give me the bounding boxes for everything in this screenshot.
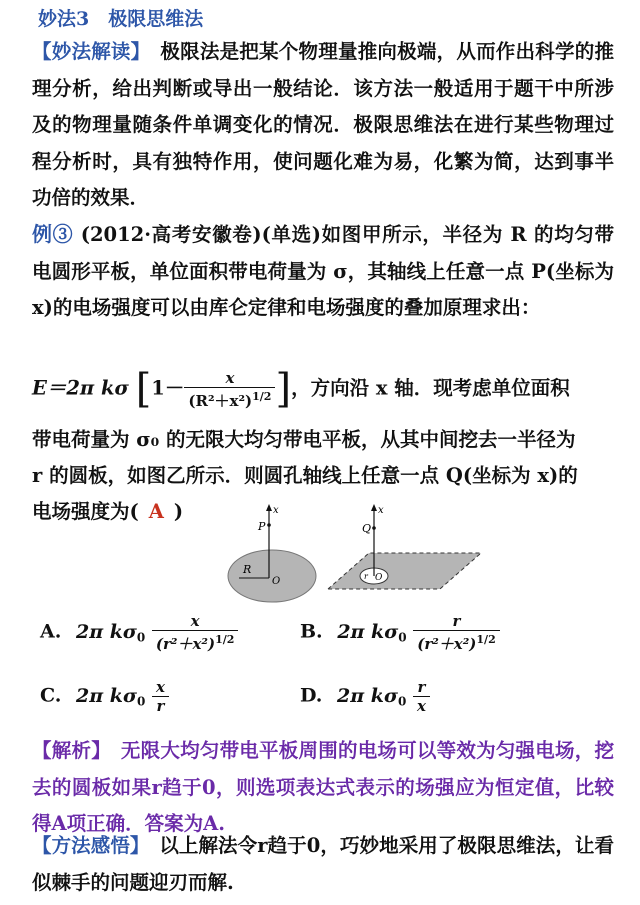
formula-line: [32, 366, 570, 412]
left-axis-label: x: [273, 505, 279, 516]
right-axis-arrow: [371, 504, 377, 511]
section-title: 妙法3 极限思维法: [38, 8, 204, 30]
formula-bracket-left: [: [135, 366, 152, 412]
option-c-num: x: [155, 678, 165, 696]
example-intro: [32, 216, 614, 327]
option-c-den: r: [152, 696, 169, 715]
formula-exp: 1/2: [252, 389, 272, 403]
left-origin-label: O: [272, 576, 281, 587]
option-b-exp: 1/2: [476, 633, 496, 646]
option-b-sub: 0: [398, 630, 407, 645]
option-c-coef: 2π kσ: [76, 684, 137, 707]
insight-tag: 【方法感悟】: [32, 834, 140, 857]
insight-block: [32, 828, 614, 901]
reading-tag: 【妙法解读】: [32, 40, 141, 63]
formula-bracket-right: ]: [275, 366, 292, 412]
question-stem: 电场强度为(: [32, 500, 139, 523]
figure-left: [228, 504, 316, 602]
option-d-num: r: [417, 678, 426, 696]
hole-radius-label: r: [364, 572, 368, 581]
option-d-coef: 2π kσ: [337, 684, 398, 707]
option-a-den: (r²＋x²): [155, 635, 216, 653]
right-axis-label: x: [378, 505, 384, 516]
point-p-dot: [267, 523, 271, 527]
reading-text: 极限法是把某个物理量推向极端，从而作出科学的推理分析，给出判断或导出一般结论．该方法一般适用于题干中所涉及的物理量随条件单调变化的情况．极限思维法在进行某些物理过程分析时，具有独特作用，使问题化难为易，化繁为简，达到事半功倍的效果．: [32, 40, 614, 209]
answer-mark: A: [148, 500, 164, 523]
analysis-tag: 【解析】: [32, 739, 102, 762]
option-a-num: x: [190, 612, 200, 630]
formula-one: 1－: [151, 376, 185, 400]
analysis-block: [32, 733, 614, 843]
option-d-fraction: [413, 678, 430, 715]
example-line-3: r 的圆板，如图乙所示．则圆孔轴线上任意一点 Q(坐标为 x)的: [32, 464, 578, 487]
radius-label: R: [243, 563, 252, 576]
option-a-fraction: [152, 612, 239, 653]
example-line-2: 带电荷量为 σ₀ 的无限大均匀带电平板，从其中间挖去一半径为: [32, 428, 576, 451]
option-d-den: x: [413, 696, 430, 715]
option-b[interactable]: [300, 612, 500, 653]
method-reading: [32, 34, 614, 217]
option-c-fraction: [152, 678, 169, 715]
option-d-sub: 0: [397, 694, 407, 709]
option-b-num: r: [452, 612, 461, 630]
infinite-plate: [328, 553, 481, 589]
example-label: 例③: [32, 222, 74, 246]
option-c-label: C.: [40, 684, 62, 707]
point-q-label: Q: [362, 522, 372, 535]
option-a[interactable]: [40, 612, 238, 653]
left-axis-arrow: [266, 504, 272, 511]
option-d[interactable]: [300, 678, 430, 715]
option-b-coef: 2π kσ: [337, 620, 399, 643]
option-a-coef: 2π kσ: [75, 620, 137, 643]
insight-text: 以上解法令r趋于0，巧妙地采用了极限思维法，让看似棘手的问题迎刃而解.: [32, 834, 614, 894]
option-b-den: (r²＋x²): [417, 635, 477, 653]
point-p-label: P: [258, 520, 266, 533]
formula-num: x: [225, 368, 235, 387]
option-a-label: A.: [40, 620, 62, 643]
option-b-fraction: [413, 612, 500, 653]
option-a-exp: 1/2: [215, 633, 235, 646]
figure-diagram: [225, 500, 575, 610]
example-line-4: [32, 496, 183, 524]
question-close: ): [173, 500, 184, 523]
formula-den: (R²＋x²): [188, 391, 253, 410]
analysis-text: 无限大均匀带电平板周围的电场可以等效为匀强电场，挖去的圆板如果r趋于0，则选项表达式表示的场强应为恒定值，比较得A项正确．答案为A.: [32, 739, 614, 835]
option-a-sub: 0: [136, 630, 146, 645]
right-origin-label: O: [375, 573, 383, 583]
option-b-label: B.: [300, 620, 323, 643]
formula-rest: ，方向沿 x 轴．现考虑单位面积: [291, 376, 570, 400]
option-c-sub: 0: [136, 694, 146, 709]
point-q-dot: [372, 526, 376, 530]
option-c[interactable]: [40, 678, 169, 715]
figure-right: [328, 504, 481, 589]
formula-fraction: [184, 369, 275, 410]
option-d-label: D.: [300, 684, 323, 707]
formula-lhs: E＝2π kσ: [32, 376, 129, 400]
example-intro-text: (2012·高考安徽卷)(单选)如图甲所示，半径为 R 的均匀带电圆形平板，单位面积带电荷量为 σ，其轴线上任意一点 P(坐标为 x)的电场强度可以由库仑定律和电场强度的叠加原理求出：: [32, 223, 614, 319]
